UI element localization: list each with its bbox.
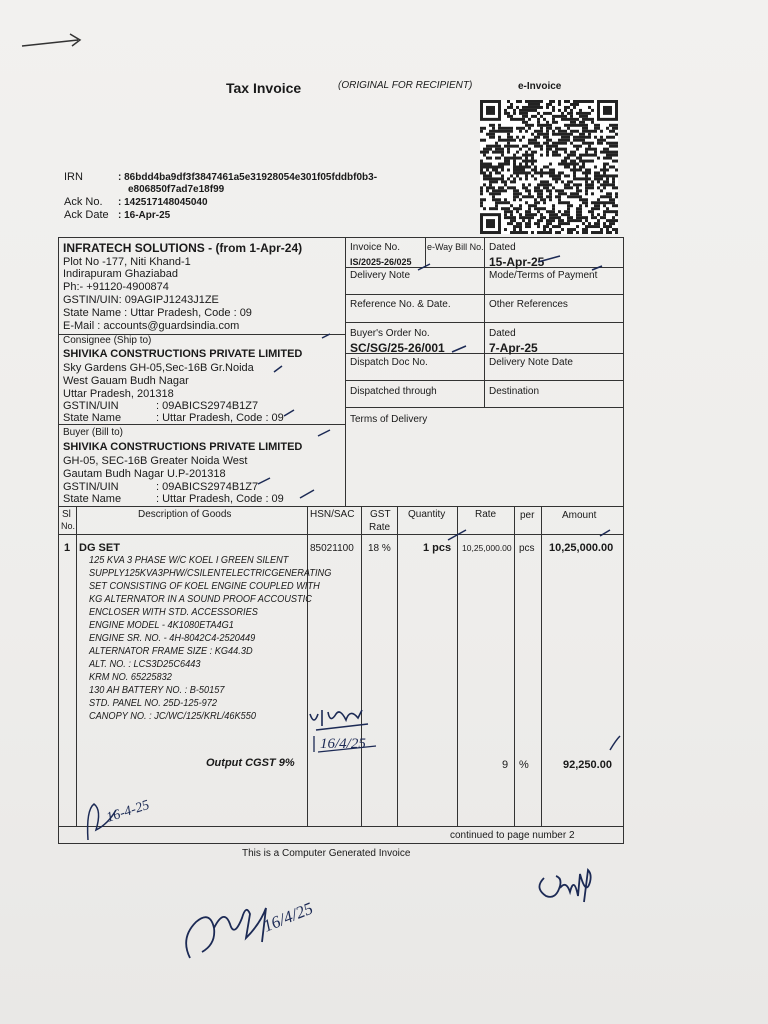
item-gst: 18 %: [368, 543, 391, 554]
seller-email: E-Mail : accounts@guardsindia.com: [63, 320, 240, 332]
item-desc-line: ENCLOSER WITH STD. ACCESSORIES: [89, 607, 258, 618]
consignee-state-value: : Uttar Pradesh, Code : 09: [156, 412, 284, 424]
item-desc-line: 130 AH BATTERY NO. : B-50157: [89, 685, 225, 696]
irn-value-1: : 86bdd4ba9df3f3847461a5e31928054e301f05fddbf0b3-: [118, 172, 378, 183]
buyer-state-label: State Name: [63, 493, 122, 505]
th-per: per: [520, 510, 535, 521]
consignee-line3: Uttar Pradesh, 201318: [63, 388, 174, 400]
consignee-line1: Sky Gardens GH-05,Sec-16B Gr.Noida: [63, 362, 254, 374]
item-desc-line: STD. PANEL NO. 25D-125-972: [89, 698, 218, 709]
destination: Destination: [489, 386, 540, 397]
invoice-no: IS/2025-26/025: [350, 257, 412, 267]
seller-line2: Indirapuram Ghaziabad: [63, 268, 178, 280]
consignee-line2: West Gauam Budh Nagar: [63, 375, 189, 387]
seller-state: State Name : Uttar Pradesh, Code : 09: [63, 307, 252, 319]
th-gst-rate: Rate: [369, 522, 391, 533]
buyer-line2: Gautam Budh Nagar U.P-201318: [63, 468, 226, 480]
ack-no-label: Ack No.: [64, 196, 103, 208]
consignee-gstin-value: : 09ABICS2974B1Z7: [156, 400, 259, 412]
continued-note: continued to page number 2: [450, 830, 575, 841]
item-desc-line: CANOPY NO. : JC/WC/125/KRL/46K550: [89, 711, 257, 722]
order-no: SC/SG/25-26/001: [350, 341, 445, 355]
buyer-gstin-label: GSTIN/UIN: [63, 481, 119, 493]
item-desc-line: SUPPLY125KVA3PHW/CSILENTELECTRICGENERATING: [89, 568, 332, 579]
item-name: DG SET: [79, 542, 120, 554]
item-per: pcs: [519, 543, 535, 554]
order-date: 7-Apr-25: [489, 341, 538, 355]
buyer-line1: GH-05, SEC-16B Greater Noida West: [63, 455, 248, 467]
seller-gstin: GSTIN/UIN: 09AGIPJ1243J1ZE: [63, 294, 219, 306]
delivery-note-date: Delivery Note Date: [489, 357, 573, 368]
th-no: No.: [61, 521, 76, 531]
mode-terms: Mode/Terms of Payment: [489, 270, 598, 281]
invoice-date: 15-Apr-25: [489, 255, 545, 269]
dispatch-doc: Dispatch Doc No.: [350, 357, 428, 368]
tax-amount: 92,250.00: [563, 759, 612, 771]
reference-label: Reference No. & Date.: [350, 299, 451, 310]
th-rate: Rate: [475, 509, 497, 520]
item-desc-line: ENGINE SR. NO. - 4H-8042C4-2520449: [89, 633, 256, 644]
irn-value-2: e806850f7ad7e18f99: [128, 184, 225, 195]
th-amount: Amount: [562, 510, 597, 521]
footer-note: This is a Computer Generated Invoice: [242, 848, 411, 859]
buyer-state-value: : Uttar Pradesh, Code : 09: [156, 493, 284, 505]
ack-date-value: : 16-Apr-25: [118, 210, 171, 221]
consignee-gstin-label: GSTIN/UIN: [63, 400, 119, 412]
item-desc-line: ALTERNATOR FRAME SIZE : KG44.3D: [89, 646, 253, 657]
item-hsn: 85021100: [310, 543, 354, 554]
th-sl: Sl: [62, 509, 71, 520]
item-desc-line: ENGINE MODEL - 4K1080ETA4G1: [89, 620, 234, 631]
seller-line3: Ph:- +91120-4900874: [63, 281, 169, 293]
ack-no-value: : 142517148045040: [118, 197, 208, 208]
left-sign-date: 16-4-25: [104, 797, 152, 826]
item-rate: 10,25,000.00: [462, 543, 512, 553]
item-sl: 1: [64, 542, 71, 554]
bottom-sign-date: 16/4/25: [260, 898, 316, 936]
dated-label: Dated: [489, 242, 516, 253]
item-desc-line: KRM NO. 65225832: [89, 672, 172, 683]
th-quantity: Quantity: [408, 509, 446, 520]
terms-delivery: Terms of Delivery: [350, 414, 428, 425]
seller-line1: Plot No -177, Niti Khand-1: [63, 256, 191, 268]
buyer-gstin-value: : 09ABICS2974B1Z7: [156, 481, 259, 493]
eway-label: e-Way Bill No.: [427, 242, 484, 252]
tax-rate: 9: [502, 759, 509, 771]
buyer-name: SHIVIKA CONSTRUCTIONS PRIVATE LIMITED: [63, 441, 303, 453]
tax-label: Output CGST 9%: [206, 757, 295, 769]
doc-title: Tax Invoice: [226, 80, 302, 96]
irn-label: IRN: [64, 171, 83, 183]
item-desc-line: KG ALTERNATOR IN A SOUND PROOF ACCOUSTIC: [89, 594, 312, 605]
tax-per: %: [519, 759, 529, 771]
seller-name: INFRATECH SOLUTIONS - (from 1-Apr-24): [63, 241, 303, 255]
delivery-note: Delivery Note: [350, 270, 411, 281]
other-references: Other References: [489, 299, 568, 310]
item-desc-line: 125 KVA 3 PHASE W/C KOEL I GREEN SILENT: [89, 555, 289, 566]
consignee-label: Consignee (Ship to): [63, 335, 152, 346]
buyer-label: Buyer (Bill to): [63, 427, 124, 438]
th-hsn: HSN/SAC: [310, 509, 355, 520]
item-desc-line: ALT. NO. : LCS3D25C6443: [89, 659, 201, 670]
item-quantity: 1 pcs: [423, 542, 452, 554]
order-dated-label: Dated: [489, 328, 516, 339]
ack-date-label: Ack Date: [64, 209, 109, 221]
buyers-order-label: Buyer's Order No.: [350, 328, 430, 339]
doc-subtitle: (ORIGINAL FOR RECIPIENT): [338, 80, 473, 91]
item-amount: 10,25,000.00: [549, 542, 614, 554]
item-desc-line: SET CONSISTING OF KOEL ENGINE COUPLED WITH: [89, 581, 320, 592]
th-gst: GST: [370, 509, 391, 520]
invoice-no-label: Invoice No.: [350, 242, 401, 253]
th-desc: Description of Goods: [138, 509, 232, 520]
einvoice-label: e-Invoice: [518, 81, 562, 92]
consignee-name: SHIVIKA CONSTRUCTIONS PRIVATE LIMITED: [63, 348, 303, 360]
stamp-date: 16/4/25: [320, 736, 366, 752]
consignee-state-label: State Name: [63, 412, 122, 424]
dispatched-through: Dispatched through: [350, 386, 437, 397]
